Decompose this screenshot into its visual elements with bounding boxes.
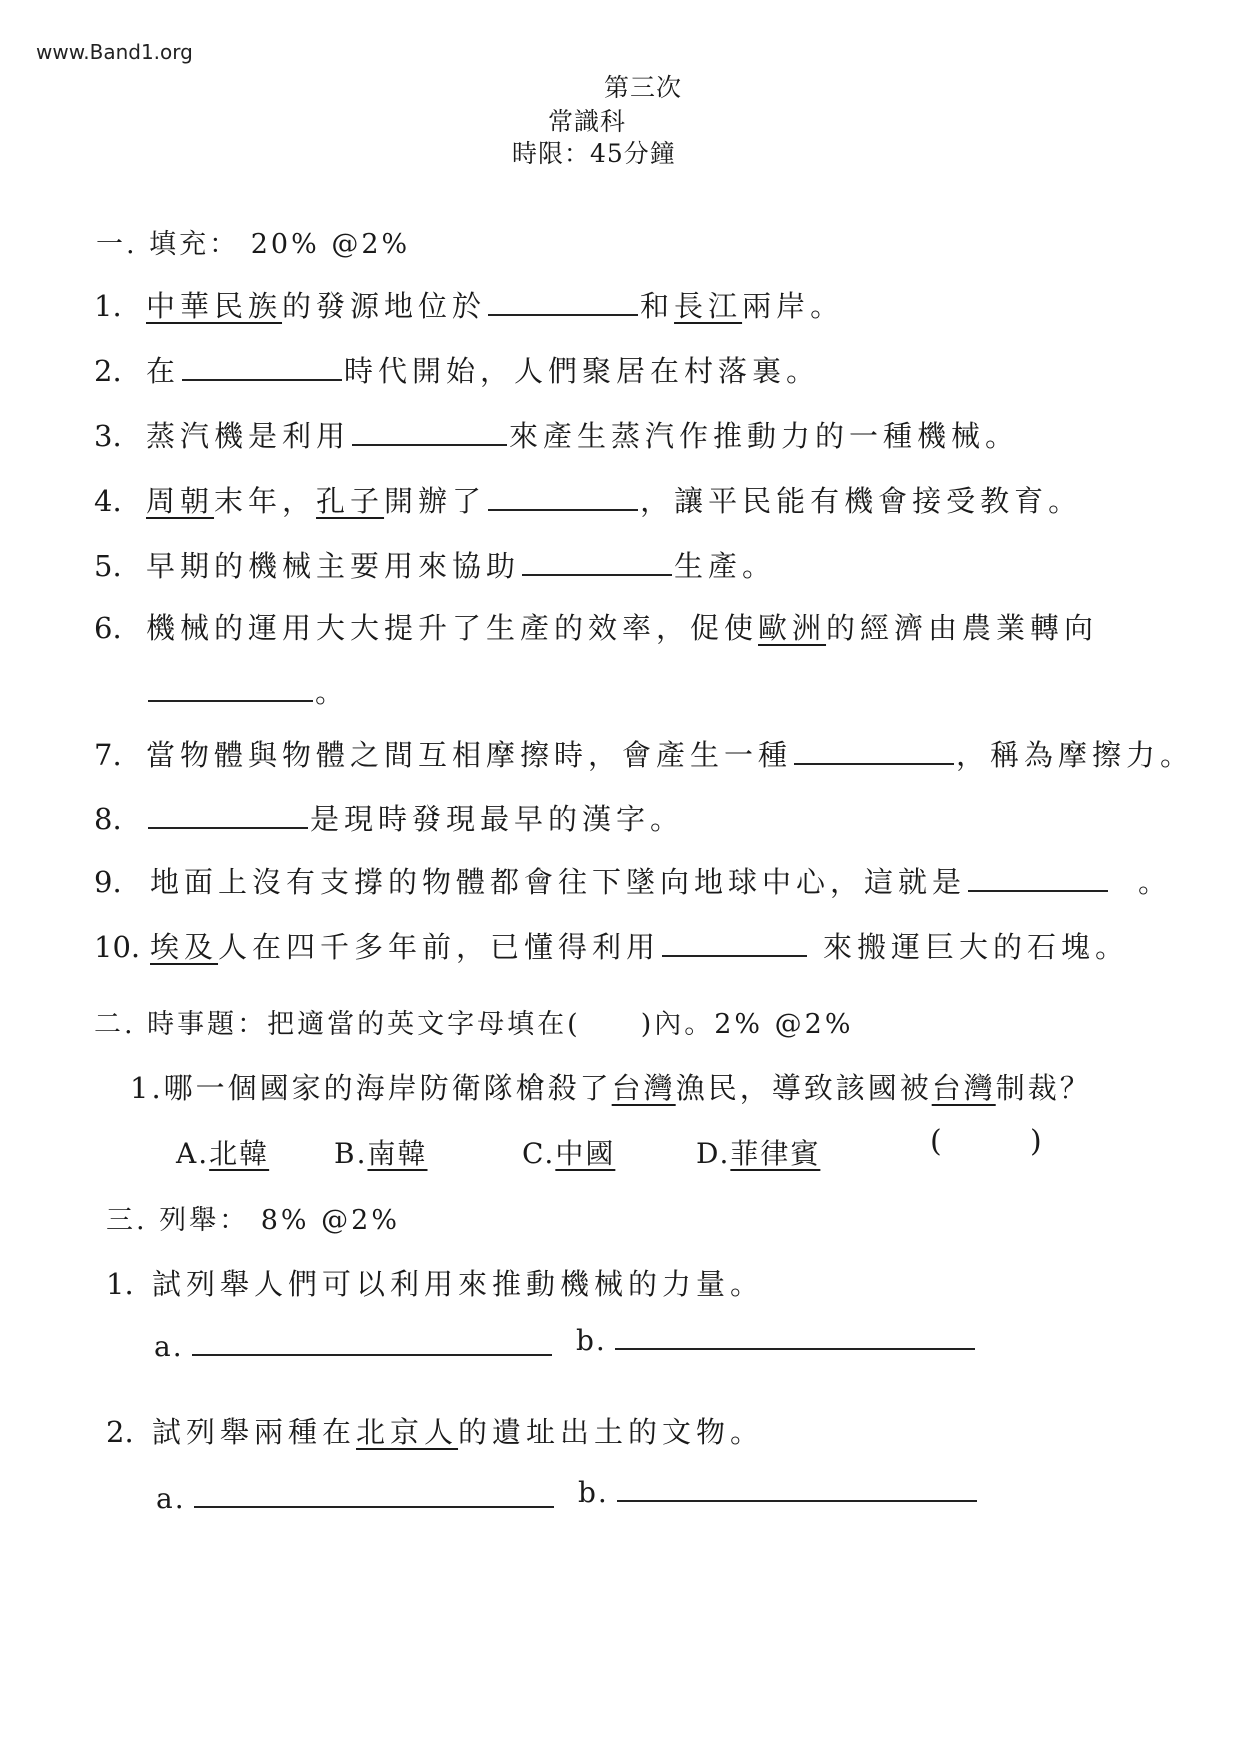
answer-blank[interactable] [617, 1474, 977, 1502]
list-question-1: 1. 試列舉人們可以利用來推動機械的力量。 [106, 1267, 765, 1301]
fill-question-7: 7. 當物體與物體之間互相摩擦時，會產生一種 ，稱為摩擦力。 [94, 738, 1195, 772]
exam-round: 第三次 [604, 73, 683, 102]
question-number: 5. [94, 549, 122, 583]
fill-question-5: 5. 早期的機械主要用來協助 生產。 [94, 549, 777, 583]
list-answer-1b: b. [576, 1322, 977, 1357]
fill-question-3: 3. 蒸汽機是利用 來產生蒸汽作推動力的一種機械。 [94, 419, 1020, 453]
answer-paren-left: ( [930, 1124, 942, 1159]
exam-subject: 常識科 [548, 107, 627, 136]
question-number: 2. [94, 354, 122, 388]
answer-blank[interactable] [352, 418, 507, 446]
fill-question-6-continued: 。 [146, 670, 349, 711]
list-question-2: 2. 試列舉兩種在北京人的遺址出土的文物。 [106, 1415, 765, 1449]
question-number: 10. [94, 930, 141, 964]
answer-blank[interactable] [194, 1480, 554, 1508]
answer-blank[interactable] [148, 674, 313, 702]
current-affairs-question-1: 1.哪一個國家的海岸防衛隊槍殺了台灣漁民，導致該國被台灣制裁？ [130, 1071, 1092, 1105]
question-number: 1. [106, 1267, 134, 1301]
fill-question-8: 8. 是現時發現最早的漢字。 [94, 802, 685, 836]
question-number: 9. [94, 865, 122, 899]
answer-paren-right: ) [1030, 1124, 1042, 1159]
answer-blank[interactable] [148, 801, 308, 829]
list-answer-1a: a. [154, 1328, 554, 1363]
question-number: 2. [106, 1415, 134, 1449]
answer-blank[interactable] [794, 737, 954, 765]
question-number: 1. [94, 289, 122, 323]
exam-time-limit: 時限：45分鐘 [512, 139, 676, 168]
answer-blank[interactable] [662, 929, 807, 957]
question-number: 4. [94, 484, 122, 518]
section-1-title: 一. 填充： 20% @2% [96, 229, 411, 260]
answer-blank[interactable] [192, 1328, 552, 1356]
list-answer-2a: a. [156, 1480, 556, 1515]
option-a[interactable]: A.北韓 [176, 1137, 270, 1170]
fill-question-9: 9. 地面上沒有支撐的物體都會往下墜向地球中心，這就是 。 [94, 865, 1173, 899]
option-c[interactable]: C.中國 [522, 1137, 616, 1170]
option-b[interactable]: B.南韓 [334, 1137, 428, 1170]
section-2-title: 二. 時事題：把適當的英文字母填在( )內。2% @2% [94, 1009, 854, 1040]
answer-blank[interactable] [968, 864, 1108, 892]
fill-question-10: 10. 埃及人在四千多年前，已懂得利用 來搬運巨大的石塊。 [94, 930, 1130, 964]
question-number: 8. [94, 802, 122, 836]
answer-blank[interactable] [488, 483, 638, 511]
fill-question-4: 4. 周朝末年，孔子開辦了 ，讓平民能有機會接受教育。 [94, 484, 1083, 518]
question-number: 7. [94, 738, 122, 772]
fill-question-6: 6. 機械的運用大大提升了生產的效率，促使歐洲的經濟由農業轉向 [94, 611, 1099, 645]
answer-blank[interactable] [182, 353, 342, 381]
watermark: www.Band1.org [36, 40, 193, 64]
option-d[interactable]: D.菲律賓 [696, 1137, 821, 1170]
fill-question-2: 2. 在 時代開始，人們聚居在村落裏。 [94, 354, 821, 388]
question-number: 6. [94, 611, 122, 645]
fill-question-1: 1. 中華民族的發源地位於 和長江兩岸。 [94, 289, 845, 323]
section-3-title: 三. 列舉： 8% @2% [106, 1205, 400, 1236]
answer-blank[interactable] [615, 1322, 975, 1350]
list-answer-2b: b. [578, 1474, 979, 1509]
answer-blank[interactable] [522, 548, 672, 576]
question-number: 3. [94, 419, 122, 453]
answer-blank[interactable] [488, 288, 638, 316]
